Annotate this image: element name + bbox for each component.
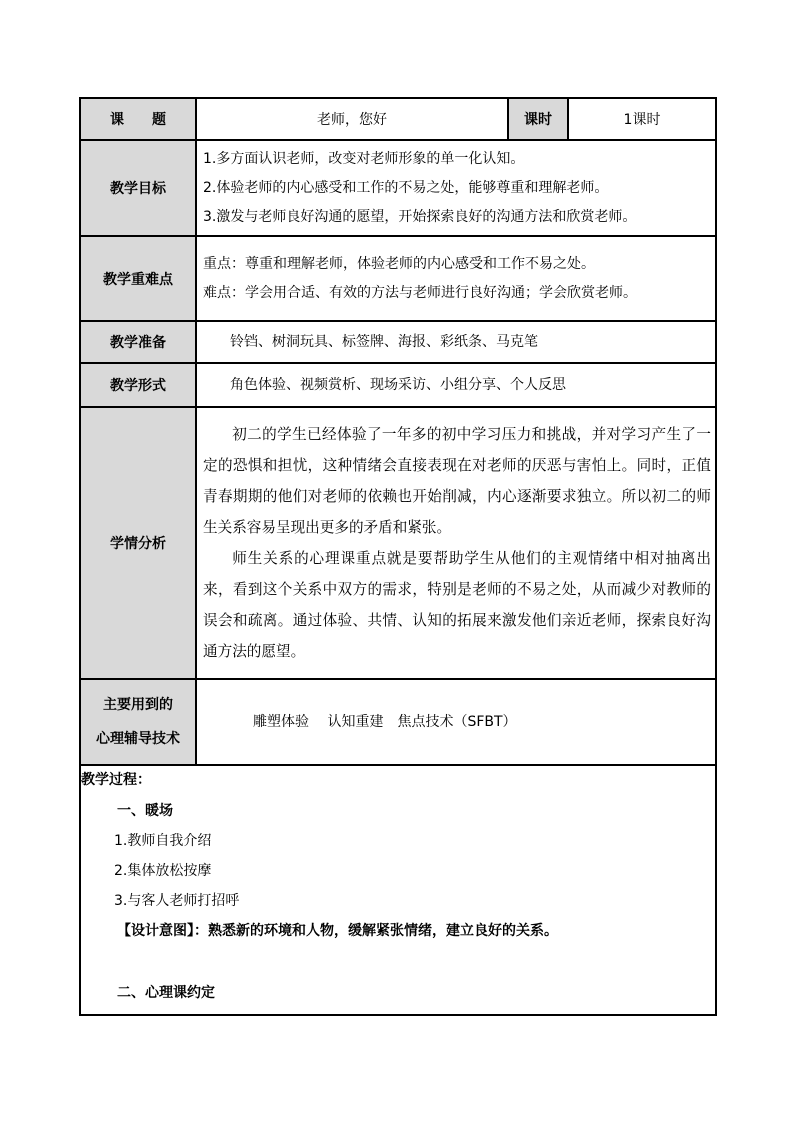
techniques-row (80, 679, 716, 765)
process-content (80, 765, 716, 1015)
key-point-item: 重点：尊重和理解老师，体验老师的内心感受和工作不易之处。 (203, 255, 595, 272)
design-intent: 【设计意图】：熟悉新的环境和人物，缓解紧张情绪，建立良好的关系。 (117, 923, 558, 939)
techniques-value: 雕塑体验 认知重建 焦点技术（SFBT） (253, 714, 517, 730)
preparation-label: 教学准备 (80, 321, 196, 363)
hours-label: 课时 (508, 98, 568, 140)
analysis-paragraph: 师生关系的心理课重点就是要帮助学生从他们的主观情绪中相对抽离出来，看到这个关系中双方的需求，特别是老师的不易之处，从而减少对教师的误会和疏离。通过体验、共情、认知的拓展来激发他们亲近老师，探索良好沟通方法的愿望。 (203, 550, 711, 660)
forms-value: 角色体验、视频赏析、现场采访、小组分享、个人反思 (230, 377, 566, 393)
section-heading-warmup: 一、暖场 (117, 803, 173, 819)
process-row (80, 765, 716, 1015)
analysis-row (80, 407, 716, 679)
topic-value: 老师，您好 (196, 98, 508, 140)
preparation-row (80, 321, 716, 363)
analysis-label: 学情分析 (80, 407, 196, 679)
analysis-paragraph: 初二的学生已经体验了一年多的初中学习压力和挑战，并对学习产生了一定的恐惧和担忧，这种情绪会直接表现在对老师的厌恶与害怕上。同时，正值青春期期的他们对老师的依赖也开始削减，内心逐渐要求独立。所以初二的师生关系容易呈现出更多的矛盾和紧张。 (203, 426, 711, 536)
topic-label: 课 题 (80, 98, 196, 140)
process-item: 1.教师自我介绍 (114, 833, 212, 849)
techniques-label-line: 心理辅导技术 (96, 731, 180, 747)
analysis-content (196, 407, 716, 679)
key-points-label: 教学重难点 (80, 236, 196, 321)
objectives-label: 教学目标 (80, 140, 196, 236)
objectives-row (80, 140, 716, 236)
process-item: 2.集体放松按摩 (114, 863, 212, 879)
key-points-content (196, 236, 716, 321)
lesson-plan-table (79, 97, 717, 1016)
objective-item: 3.激发与老师良好沟通的愿望，开始探索良好的沟通方法和欣赏老师。 (203, 208, 637, 225)
key-points-row (80, 236, 716, 321)
topic-row (80, 98, 716, 140)
forms-row (80, 363, 716, 407)
objectives-content (196, 140, 716, 236)
preparation-value: 铃铛、树洞玩具、标签牌、海报、彩纸条、马克笔 (230, 334, 538, 350)
techniques-label-line: 主要用到的 (103, 697, 173, 713)
process-item: 3.与客人老师打招呼 (114, 893, 240, 909)
hours-value: 1课时 (568, 98, 716, 140)
objective-item: 1.多方面认识老师，改变对老师形象的单一化认知。 (203, 150, 525, 167)
section-heading-agreement: 二、心理课约定 (117, 985, 215, 1001)
techniques-label (80, 679, 196, 765)
process-title: 教学过程： (81, 772, 151, 788)
objective-item: 2.体验老师的内心感受和工作的不易之处，能够尊重和理解老师。 (203, 179, 609, 196)
key-point-item: 难点：学会用合适、有效的方法与老师进行良好沟通；学会欣赏老师。 (203, 284, 637, 301)
forms-label: 教学形式 (80, 363, 196, 407)
